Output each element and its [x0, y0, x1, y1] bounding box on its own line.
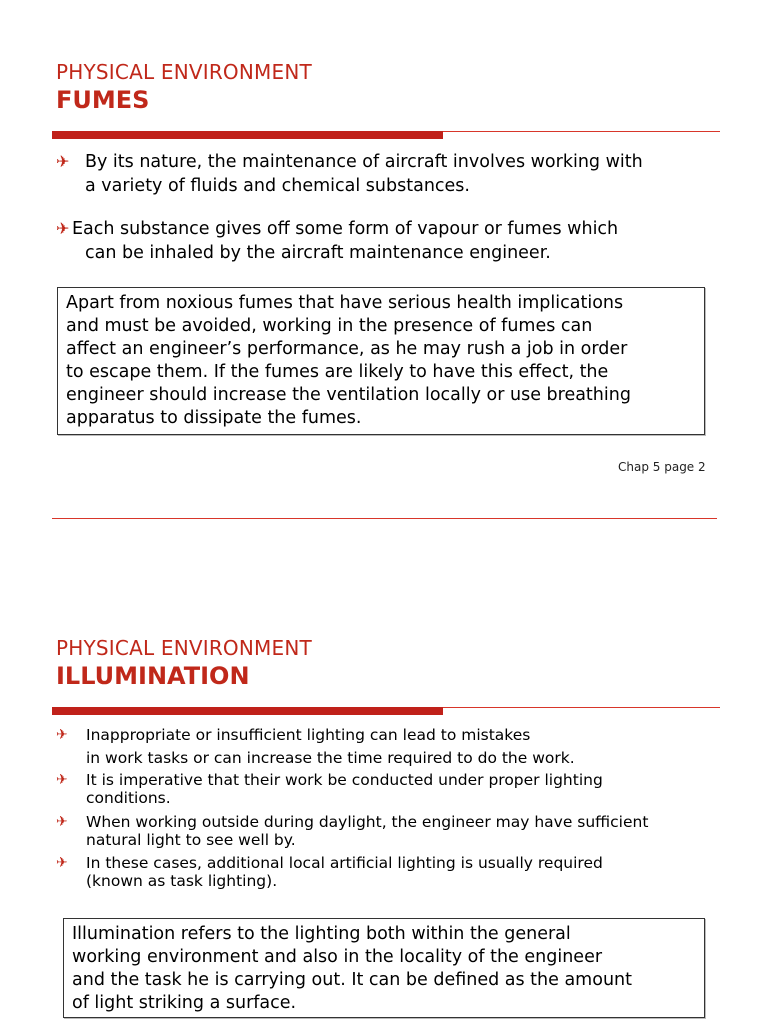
slide1-subtitle: PHYSICAL ENVIRONMENT [56, 60, 312, 84]
slide1-box-line: apparatus to dissipate the fumes. [66, 408, 362, 428]
term-natural-light: natural light [86, 831, 181, 849]
slide2-bullet-4-line-1: In these cases, additional local artificial lighting is usually required [86, 854, 603, 872]
slide1-box-line: engineer should increase the ventilation locally or use breathing [66, 385, 631, 405]
slide2-bullet-2-line-2: conditions. [86, 789, 171, 807]
slide2-bullet-4-line-2: (known as task lighting). [86, 872, 278, 890]
slide1-bullet-1-line-2: a variety of fluids and chemical substances. [85, 176, 470, 196]
slide1-box-line: Apart from noxious fumes that have serious health implications [66, 293, 624, 313]
slide2-bullet-4 [86, 854, 746, 890]
slide1-title: FUMES [56, 86, 150, 114]
slide2-box-line: of light striking a surface. [72, 993, 297, 1013]
slide2-bullet-1-line-1: Inappropriate or insufficient lighting can lead to mistakes [86, 726, 531, 744]
slide2-bullet-3-line-2: natural light to see well by. [86, 831, 296, 849]
airplane-bullet-icon: ✈ [56, 727, 68, 743]
slide1-box-line: and must be avoided, working in the presence of fumes can [66, 316, 593, 336]
slide1-bullet-1 [85, 150, 745, 198]
slide1-bullet-2-line-2: can be inhaled by the aircraft maintenance engineer. [85, 243, 551, 263]
slide2-title-rule-accent [52, 707, 443, 715]
airplane-bullet-icon: ✈ [56, 219, 70, 238]
slide2-title: ILLUMINATION [56, 662, 250, 690]
airplane-bullet-icon: ✈ [56, 855, 68, 871]
slide1-title-rule-accent [52, 131, 443, 139]
slide2-bullet-2-line-1: It is imperative that their work be conducted under proper lighting [86, 771, 603, 789]
slide2-bullet-1 [86, 726, 746, 767]
term-artificial-lighting: artificial lighting [329, 854, 456, 872]
slide2-box-line: and the task he is carrying out. It can be defined as the amount [72, 970, 632, 990]
slide2-box-line: working environment and also in the locality of the engineer [72, 947, 603, 967]
airplane-bullet-icon: ✈ [56, 814, 68, 830]
slide2-bullet-3-line-1: When working outside during daylight, the engineer may have sufficient [86, 813, 649, 831]
slide1-bullet-2 [72, 217, 732, 265]
slide2-subtitle: PHYSICAL ENVIRONMENT [56, 636, 312, 660]
slide2-bullet-3 [86, 813, 746, 849]
slide2-callout-box [63, 918, 705, 1018]
slide2-bullet-1-line-2: in work tasks or can increase the time required to do the work. [86, 749, 575, 767]
slide2-bullet-2 [86, 771, 746, 807]
slide1-box-line: to escape them. If the fumes are likely to have this effect, the [66, 362, 609, 382]
term-task-lighting: task lighting [170, 872, 267, 890]
slide1-box-line: affect an engineer’s performance, as he may rush a job in order [66, 339, 628, 359]
slide2-box-line: Illumination refers to the lighting both within the general [72, 924, 571, 944]
airplane-bullet-icon: ✈ [56, 772, 68, 788]
slide-separator [52, 518, 717, 519]
slide1-bullet-1-line-1: By its nature, the maintenance of aircraft involves working with [85, 152, 643, 172]
page-footer: Chap 5 page 2 [618, 460, 706, 474]
airplane-bullet-icon: ✈ [56, 152, 70, 171]
slide1-callout-box [57, 287, 705, 435]
slide1-bullet-2-line-1: Each substance gives off some form of vapour or fumes which [72, 219, 619, 239]
